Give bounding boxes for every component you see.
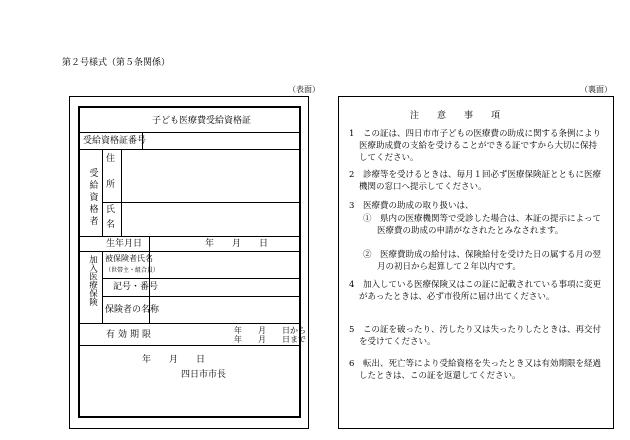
cert-number-label: 受給資格証番号 <box>83 136 147 146</box>
notice-subitem-2: ② 医療費助成の給付は、保険給付を受けた日の属する月の翌月の初日から起算して２年以内です。 <box>363 250 602 272</box>
notice-item-1: 1 この証は、四日市市子どもの医療費の助成に関する条例により医療助成費の支給を受けることができる証ですから大切に保持してください。 <box>349 129 601 163</box>
front-side-label: （表面） <box>288 85 320 94</box>
notice-item-2: 2 診療等を受けるときは、毎月１回必ず医療保険証とともに医療機関の窓口へ提示してください。 <box>349 170 601 192</box>
validity-to: 年 月 日まで <box>234 335 306 344</box>
insured-name-label: 被保険者氏名 <box>105 254 153 263</box>
validity-label: 有効期限 <box>106 330 155 340</box>
notice-item-5: 5 この証を破ったり、汚したり又は失ったりしたときは、再交付を受けてください。 <box>349 325 601 347</box>
front-title: 子ども医療費受給資格証 <box>152 116 252 126</box>
form-number: 第２号様式（第５条関係） <box>62 58 171 68</box>
issuer: 四日市市長 <box>181 370 227 380</box>
recipient-group-label: 受給資格者 <box>87 168 98 228</box>
notice-item-4: 4 加入している医療保険又はこの証に記載されている事項に変更があったときは、必ず市役所に届け出てください。 <box>349 280 601 302</box>
address-label-top: 住 <box>106 154 116 164</box>
issue-date: 年 月 日 <box>142 355 206 365</box>
notice-item-3: 3 医療費の助成の取り扱いは、 <box>349 201 474 211</box>
insurance-group-label: 加入医療保険 <box>87 255 98 306</box>
front-form-frame <box>78 106 306 418</box>
name-label-bottom: 名 <box>106 220 116 230</box>
symbol-number-label: 記号・番号 <box>113 282 159 292</box>
address-label-bottom: 所 <box>106 180 116 190</box>
validity-from: 年 月 日から <box>234 326 306 335</box>
dob-label: 生年月日 <box>106 239 143 249</box>
insured-name-note: （世帯主・組合員） <box>105 267 160 274</box>
name-label-top: 氏 <box>106 205 116 215</box>
back-card <box>338 96 614 429</box>
notice-item-6: 6 転出、死亡等により受給資格を失ったとき又は有効期限を経過したときは、この証を返還してください。 <box>349 359 601 381</box>
notice-subitem-1: ① 県内の医療機関等で受診した場合は、本証の提示によって医療費の助成の申請がなされたとみなされます。 <box>363 214 602 236</box>
back-title: 注 意 事 項 <box>410 111 501 121</box>
insurer-name-label: 保険者の名称 <box>105 305 160 315</box>
back-side-label: （裏面） <box>580 85 612 94</box>
dob-value: 年 月 日 <box>205 239 269 249</box>
front-card <box>69 96 309 429</box>
